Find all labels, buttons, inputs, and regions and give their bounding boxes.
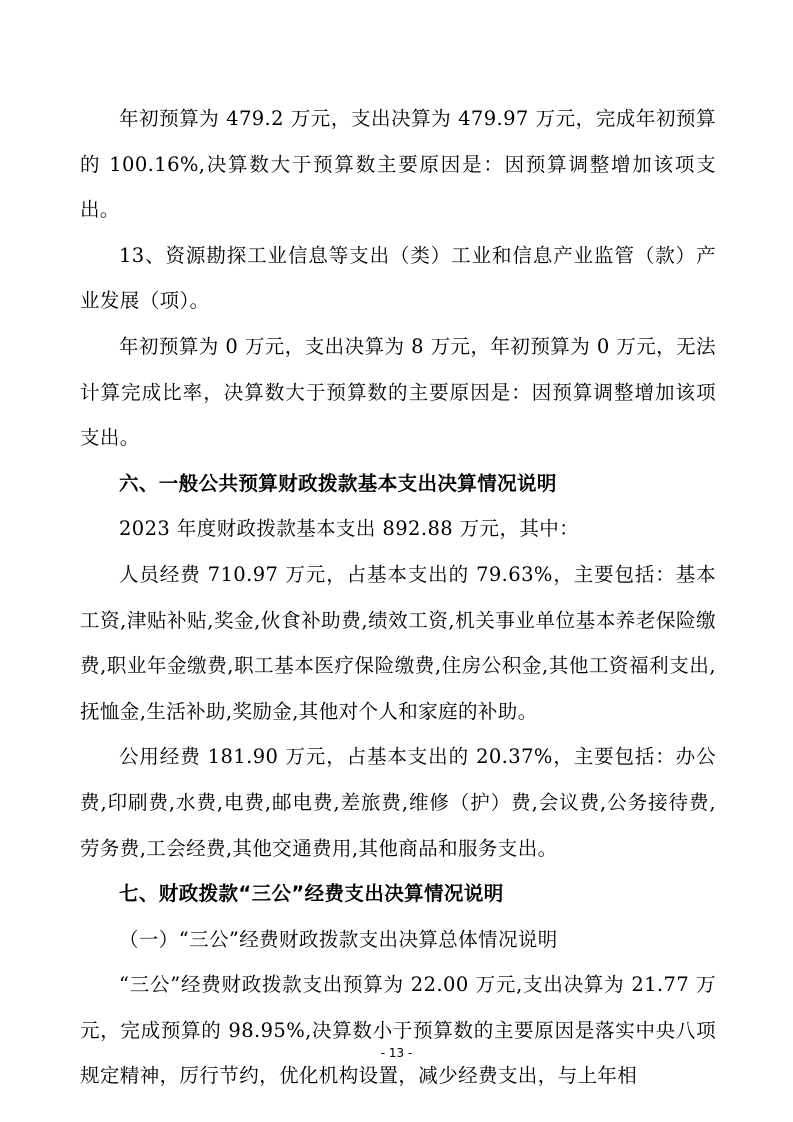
paragraph-personnel-expenses: 人员经费 710.97 万元，占基本支出的 79.63%，主要包括：基本工资,津贴补贴,奖金,伙食补助费,绩效工资,机关事业单位基本养老保险缴费,职业年金缴费,职工基本医疗保险缴费,住房公积金,其他工资福利支出,抚恤金,生活补助,奖励金,其他对个人和家庭的补助。 [80, 562, 716, 723]
paragraph-budget-zero: 年初预算为 0 万元，支出决算为 8 万元，年初预算为 0 万元，无法计算完成比率，决算数大于预算数的主要原因是：因预算调整增加该项支出。 [80, 334, 716, 450]
paragraph-public-expenses: 公用经费 181.90 万元，占基本支出的 20.37%，主要包括：办公费,印刷费,水费,电费,邮电费,差旅费,维修（护）费,会议费,公务接待费,劳务费,工会经费,其他交通费用,其他商品和服务支出。 [80, 745, 716, 860]
page-number: - 13 - [380, 1046, 413, 1060]
paragraph-item-13: 13、资源勘探工业信息等支出（类）工业和信息产业监管（款）产业发展（项）。 [80, 243, 716, 313]
paragraph-basic-expenditure: 2023 年度财政拨款基本支出 892.88 万元，其中： [119, 517, 580, 541]
section-heading-6: 六、一般公共预算财政拨款基本支出决算情况说明 [119, 471, 557, 495]
paragraph-three-public-budget: “三公”经费财政拨款支出预算为 22.00 万元,支出决算为 21.77 万元，完成预算的 98.95%,决算数小于预算数的主要原因是落实中央八项规定精神，厉行节约，优化机构设置，减少经费支出，与上年相 [80, 973, 716, 1088]
subsection-heading-1: （一）“三公”经费财政拨款支出决算总体情况说明 [119, 927, 558, 951]
paragraph-budget-479: 年初预算为 479.2 万元，支出决算为 479.97 万元，完成年初预算的 100.16%,决算数大于预算数主要原因是：因预算调整增加该项支出。 [80, 107, 716, 222]
body-text [80, 96, 716, 1099]
section-heading-7: 七、财政拨款“三公”经费支出决算情况说明 [119, 882, 504, 906]
